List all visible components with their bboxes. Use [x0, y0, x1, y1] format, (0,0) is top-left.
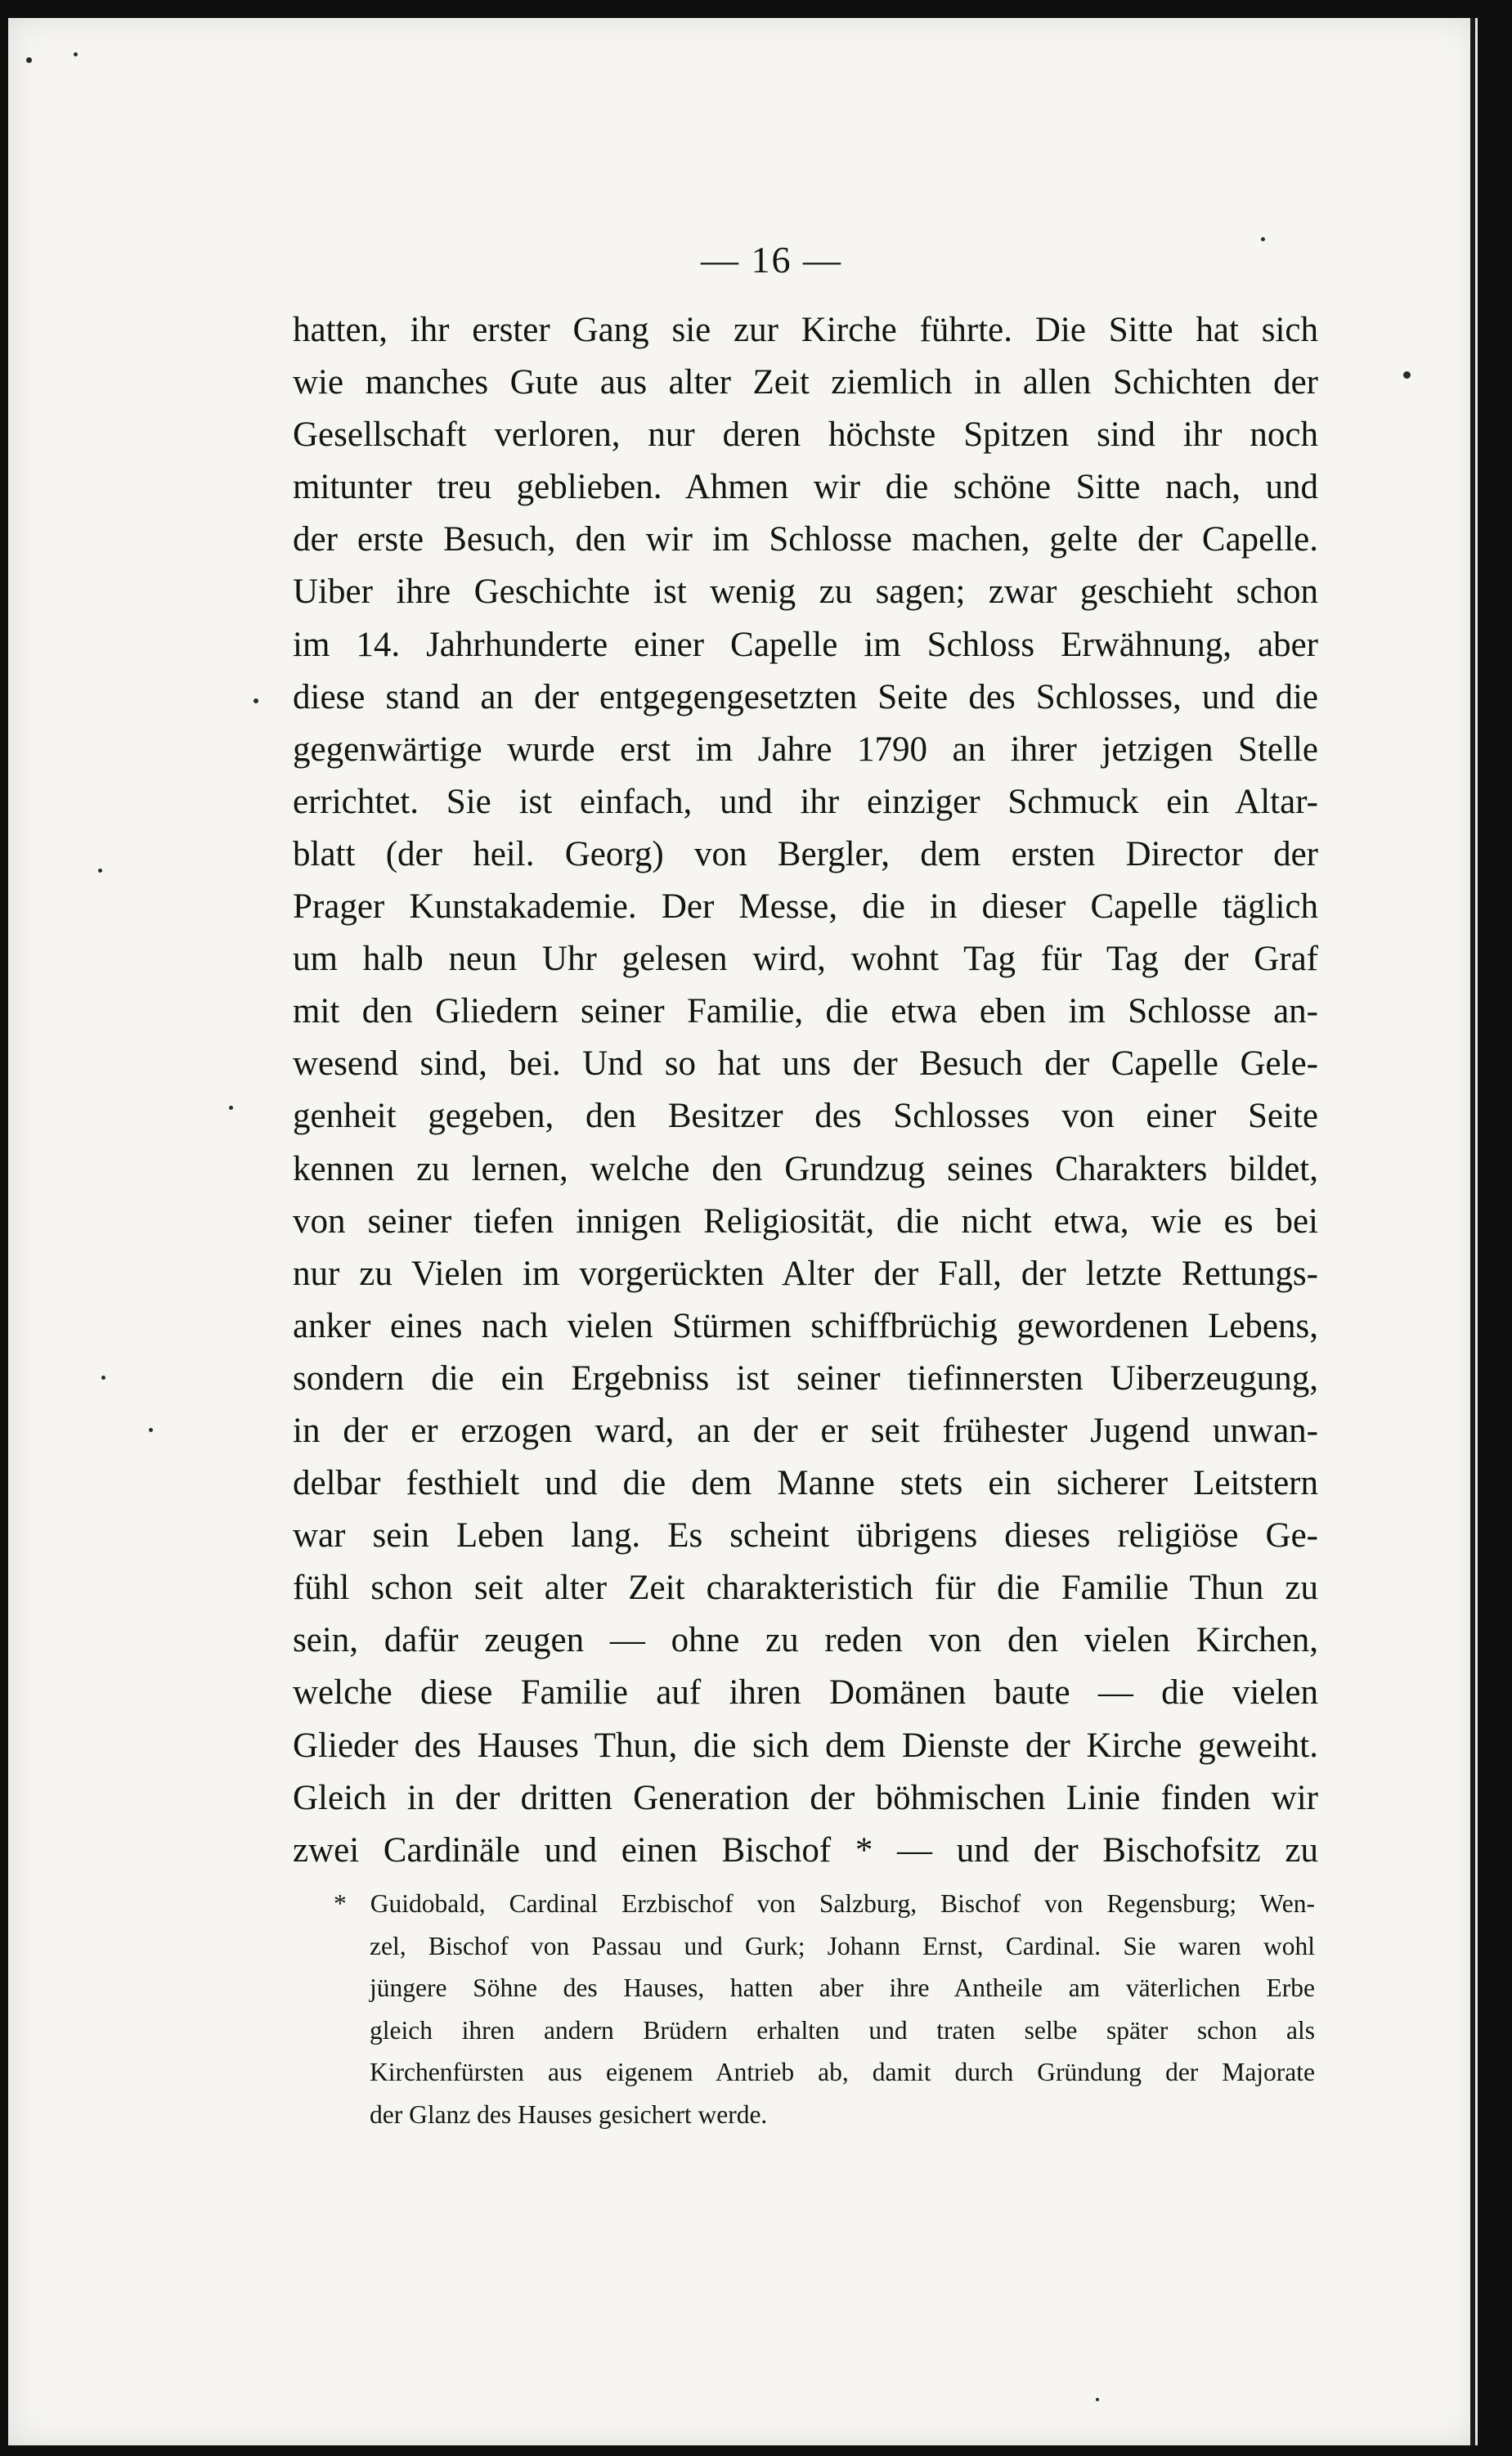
text-line: hatten, ihr erster Gang sie zur Kirche führte. Die Sitte hat sich — [293, 311, 1318, 349]
dust-speck — [253, 698, 258, 703]
text-line: Prager Kunstakademie. Der Messe, die in dieser Capelle täglich — [293, 887, 1318, 927]
text-line: sondern die ein Ergebniss ist seiner tiefinnersten Uiberzeugung, — [293, 1358, 1318, 1398]
text-line: von seiner tiefen innigen Religiosität, die nicht etwa, wie es bei — [293, 1201, 1318, 1241]
dust-speck — [98, 869, 102, 873]
dust-speck — [1403, 371, 1411, 379]
footnote-line: jüngere Söhne des Hauses, hatten aber ihre Antheile am väterlichen Erbe — [370, 1973, 1315, 2002]
footnote-line: gleich ihren andern Brüdern erhalten und traten selbe später schon als — [370, 2015, 1315, 2045]
text-line: zwei Cardinäle und einen Bischof * — und der Bischofsitz zu — [293, 1830, 1318, 1870]
text-line: blatt (der heil. Georg) von Bergler, dem ersten Director der — [293, 834, 1318, 873]
text-line: wesend sind, bei. Und so hat uns der Besuch der Capelle Gele- — [293, 1044, 1318, 1084]
dust-speck — [1096, 2398, 1099, 2401]
text-line: welche diese Familie auf ihren Domänen baute — die vielen — [293, 1673, 1318, 1713]
text-line: in der er erzogen ward, an der er seit frühester Jugend unwan- — [293, 1411, 1318, 1450]
text-line: der erste Besuch, den wir im Schlosse machen, gelte der Capelle. — [293, 520, 1318, 559]
text-line: Glieder des Hauses Thun, die sich dem Dienste der Kirche geweiht. — [293, 1726, 1318, 1765]
text-line: im 14. Jahrhunderte einer Capelle im Schloss Erwähnung, aber — [293, 625, 1318, 664]
text-line: kennen zu lernen, welche den Grundzug seines Charakters bildet, — [293, 1149, 1318, 1188]
footnote-line: * Guidobald, Cardinal Erzbischof von Salzburg, Bischof von Regensburg; Wen- — [334, 1889, 1315, 1918]
text-line: nur zu Vielen im vorgerückten Alter der Fall, der letzte Rettungs- — [293, 1254, 1318, 1293]
dust-speck — [1261, 237, 1265, 241]
footnote-line: Kirchenfürsten aus eigenem Antrieb ab, damit durch Gründung der Majorate — [370, 2058, 1315, 2086]
text-line: gegenwärtige wurde erst im Jahre 1790 an ihrer jetzigen Stelle — [293, 730, 1318, 769]
text-line: wie manches Gute aus alter Zeit ziemlich in allen Schichten der — [293, 363, 1318, 402]
text-line: Gleich in der dritten Generation der böhmischen Linie finden wir — [293, 1778, 1318, 1817]
footnote-line: zel, Bischof von Passau und Gurk; Johann Ernst, Cardinal. Sie waren wohl — [370, 1931, 1315, 1960]
text-line: um halb neun Uhr gelesen wird, wohnt Tag für Tag der Graf — [293, 940, 1318, 979]
text-line: genheit gegeben, den Besitzer des Schlosses von einer Seite — [293, 1097, 1318, 1136]
footnote-line: der Glanz des Hauses gesichert werde. — [370, 2099, 768, 2129]
text-line: war sein Leben lang. Es scheint übrigens dieses religiöse Ge- — [293, 1516, 1318, 1556]
dust-speck — [149, 1428, 153, 1432]
text-line: diese stand an der entgegengesetzten Seite des Schlosses, und die — [293, 677, 1318, 716]
text-line: delbar festhielt und die dem Manne stets ein sicherer Leitstern — [293, 1464, 1318, 1503]
text-line: mitunter treu geblieben. Ahmen wir die schöne Sitte nach, und — [293, 468, 1318, 507]
text-line: errichtet. Sie ist einfach, und ihr einziger Schmuck ein Altar- — [293, 782, 1318, 821]
text-line: fühl schon seit alter Zeit charakteristich für die Familie Thun zu — [293, 1569, 1318, 1608]
page-number: — 16 — — [701, 239, 842, 281]
text-line: Gesellschaft verloren, nur deren höchste Spitzen sind ihr noch — [293, 415, 1318, 455]
dust-speck — [101, 1376, 105, 1380]
page-edge-right — [1470, 18, 1475, 2445]
footnote — [334, 1883, 1315, 2135]
dust-speck — [74, 52, 78, 56]
book-page — [8, 18, 1478, 2445]
dust-speck — [229, 1106, 233, 1110]
text-line: mit den Gliedern seiner Familie, die etwa eben im Schlosse an- — [293, 992, 1318, 1031]
main-text — [293, 304, 1318, 1877]
dust-speck — [26, 57, 32, 63]
text-line: anker eines nach vielen Stürmen schiffbrüchig gewordenen Lebens, — [293, 1306, 1318, 1345]
text-line: sein, dafür zeugen — ohne zu reden von den vielen Kirchen, — [293, 1621, 1318, 1660]
text-line: Uiber ihre Geschichte ist wenig zu sagen; zwar geschieht schon — [293, 572, 1318, 612]
